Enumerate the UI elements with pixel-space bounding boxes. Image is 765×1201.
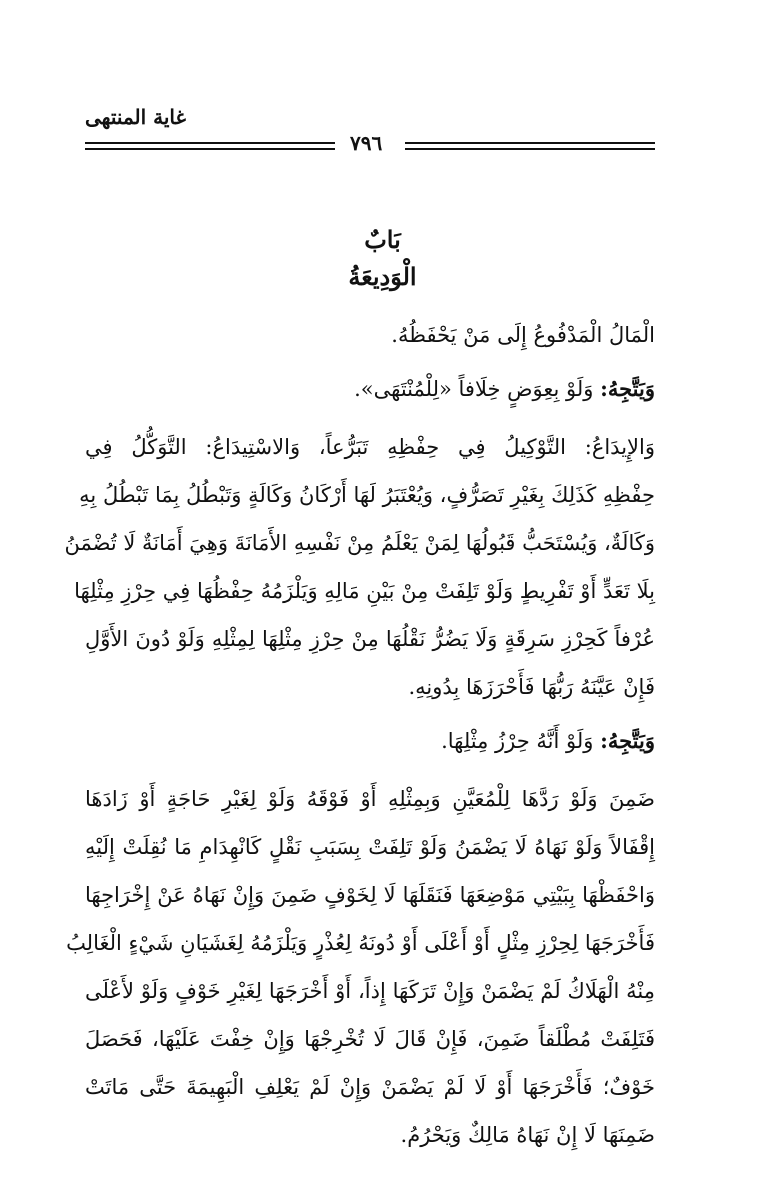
note-label: وَيَتَّجِهُ:	[600, 728, 655, 753]
header-rule	[85, 148, 335, 150]
paragraph-line: حِفْظِهِ كَذَلِكَ بِغَيْرِ تَصَرُّفٍ، وَيُعْتَبَرُ لَهَا أَرْكَانُ وَكَالَةٍ وَتَبْطُلُ بِمَا تَبْطُلُ بِهِ	[79, 483, 655, 507]
chapter-title: الْوَدِيعَةُ	[348, 262, 417, 291]
book-title: غاية المنتهى	[85, 105, 186, 129]
header-rule	[405, 142, 655, 144]
note-label: وَيَتَّجِهُ:	[600, 376, 655, 401]
note-line	[85, 728, 655, 753]
definition-line: الْمَالُ الْمَدْفُوعُ إِلَى مَنْ يَحْفَظُهُ.	[391, 323, 655, 347]
paragraph-line: فَأَخْرَجَهَا لِحِرْزِ مِثْلٍ أَوْ أَعْلَى أَوْ دُونَهُ لِعُذْرٍ وَيَلْزَمُهُ لِغَشَيَانِ شَيْءٍ الْغَالِبُ	[66, 931, 655, 955]
paragraph-line: وَاحْفَظْهَا بِبَيْتِي مَوْضِعَهَا فَنَقَلَهَا لَا لِخَوْفٍ ضَمِنَ وَإِنْ نَهَاهُ عَنْ إِخْرَاجِهَا	[85, 883, 655, 907]
note-text: وَلَوْ أَنَّهُ حِرْزُ مِثْلِهَا.	[441, 729, 594, 753]
paragraph-line: بِلَا تَعَدٍّ أَوْ تَفْرِيطٍ وَلَوْ تَلِفَتْ مِنْ بَيْنِ مَالِهِ وَيَلْزَمُهُ حِفْظُهَا فِي حِرْزِ مِثْلِهَا	[74, 579, 655, 603]
page-number: ٧٩٦	[350, 131, 383, 155]
page-header	[85, 105, 655, 155]
paragraph-line: مِنْهُ الْهَلَاكُ لَمْ يَضْمَنْ وَإِنْ تَرَكَهَا إِذاً، أَوْ أَخْرَجَهَا لِغَيْرِ خَوْفٍ وَلَوْ لأَعْلَى	[85, 979, 655, 1003]
paragraph-line: خَوْفٌ؛ فَأَخْرَجَهَا أَوْ لَا لَمْ يَضْمَنْ وَإِنْ لَمْ يَعْلِفِ الْبَهِيمَةَ حَتَّى مَاتَتْ	[85, 1075, 655, 1099]
paragraph-line: فَإِنْ عَيَّنَهُ رَبُّهَا فَأَحْرَزَهَا بِدُونِهِ.	[408, 675, 655, 699]
header-rule	[85, 142, 335, 144]
header-rule	[405, 148, 655, 150]
paragraph-line: عُرْفاً كَحِرْزِ سَرِقَةٍ وَلَا يَضُرُّ نَقْلُهَا مِنْ حِرْزِ مِثْلِهَا لِمِثْلِهِ وَلَوْ دُونَ الأَوَّلِ	[85, 627, 655, 651]
paragraph-line: ضَمِنَهَا لَا إِنْ نَهَاهُ مَالِكٌ وَيَحْرُمُ.	[400, 1123, 655, 1147]
paragraph-line: إِقْفَالاً وَلَوْ نَهَاهُ لَا يَضْمَنُ وَلَوْ تَلِفَتْ بِسَبَبِ نَقْلٍ كَانْهِدَامِ مَا نُقِلَتْ إِلَيْهِ	[85, 835, 655, 859]
chapter-label: بَابٌ	[364, 225, 401, 254]
paragraph-line: ضَمِنَ وَلَوْ رَدَّهَا لِلْمُعَيَّنِ وَبِمِثْلِهِ أَوْ فَوْقَهُ وَلَوْ لِغَيْرِ حَاجَةٍ أَوْ زَادَهَا	[85, 787, 655, 811]
paragraph-line: وَكَالَةٌ، وَيُسْتَحَبُّ قَبُولُهَا لِمَنْ يَعْلَمُ مِنْ نَفْسِهِ الأَمَانَةَ وَهِيَ أَمَانَةٌ لَا تُضْمَنُ	[64, 531, 655, 555]
note-text: وَلَوْ بِعِوَضٍ خِلَافاً «لِلْمُنْتَهَى».	[354, 377, 594, 401]
paragraph-line: وَالإِيدَاعُ: التَّوْكِيلُ فِي حِفْظِهِ تَبَرُّعاً، وَالاسْتِيدَاعُ: التَّوَكُّلُ فِي	[85, 435, 655, 459]
note-line	[85, 376, 655, 401]
paragraph-line: فَتَلِفَتْ مُطْلَقاً ضَمِنَ، فَإِنْ قَالَ لَا تُخْرِجْهَا وَإِنْ خِفْتَ عَلَيْهَا، فَحَصَلَ	[85, 1027, 655, 1051]
